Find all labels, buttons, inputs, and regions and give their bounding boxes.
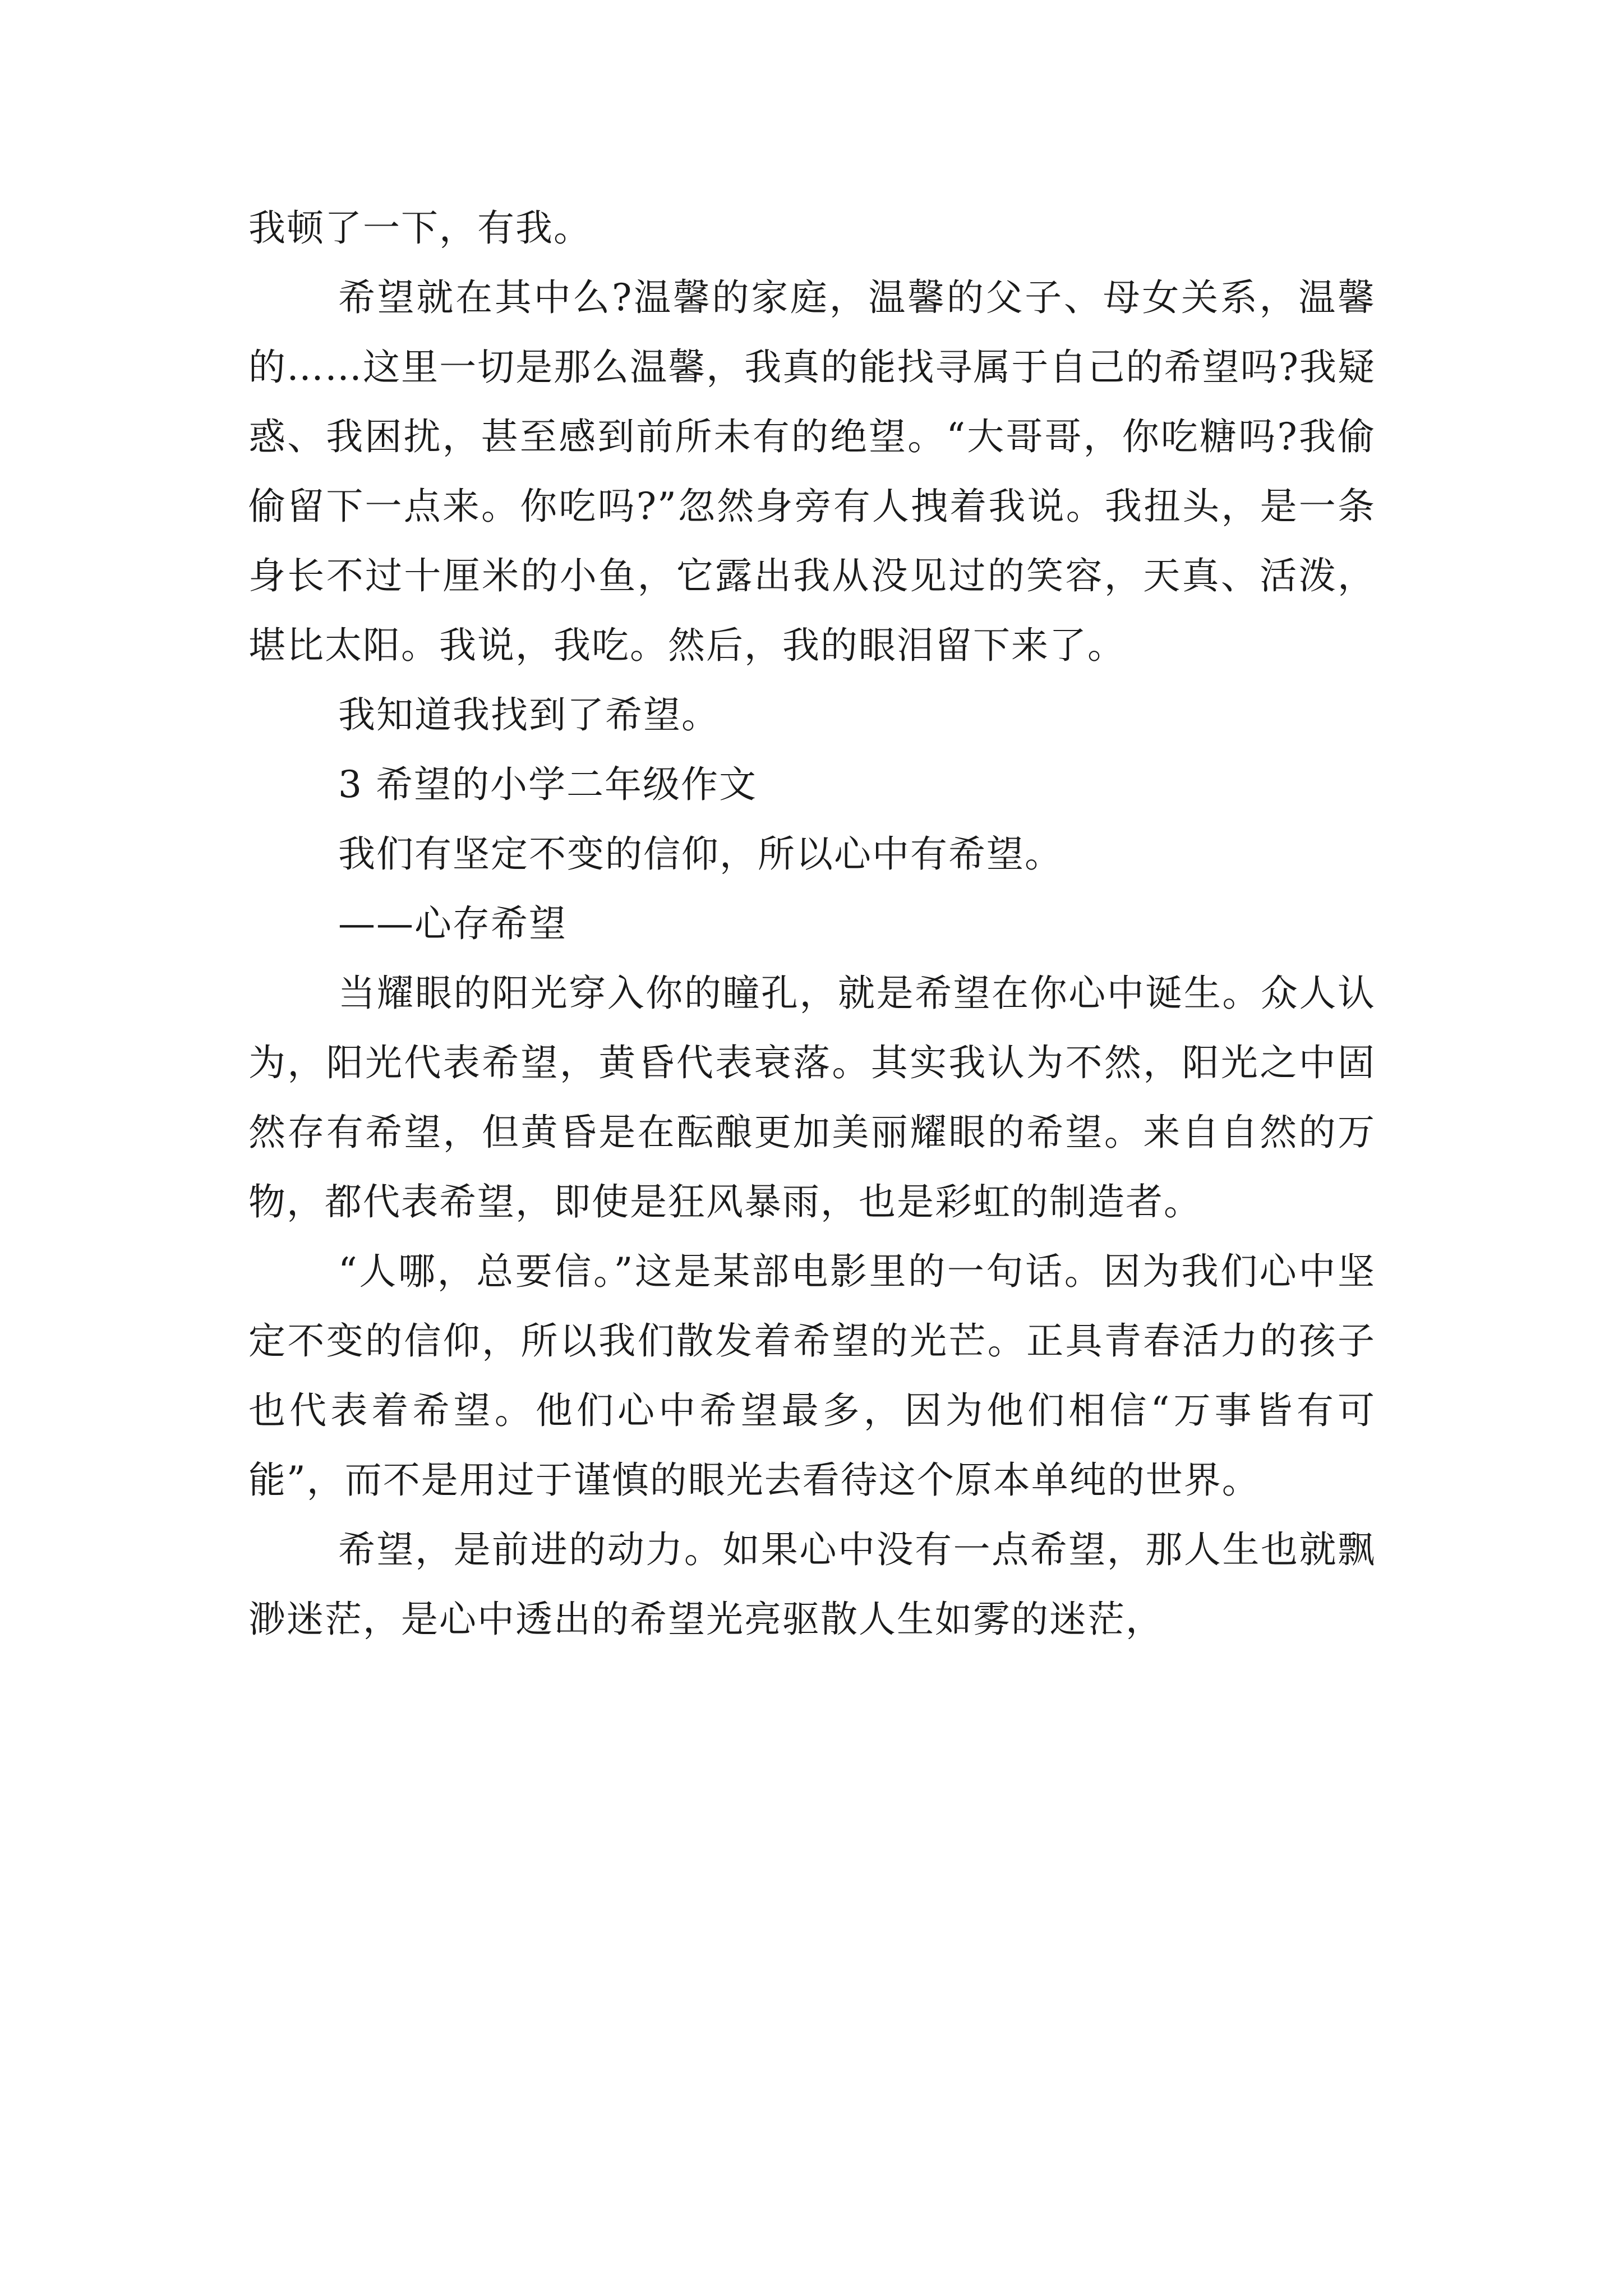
document-body [248,194,1376,1654]
epigraph-attribution: ——心存希望 [338,902,567,945]
paragraph-2: 希望就在其中么?温馨的家庭，温馨的父子、母女关系，温馨的……这里一切是那么温馨，我真的能找寻属于自己的希望吗?我疑惑、我困扰，甚至感到前所未有的绝望。“大哥哥，你吃糖吗?我偷偷留下一点来。你吃吗?”忽然身旁有人拽着我说。我扭头，是一条身长不过十厘米的小鱼，它露出我从没见过的笑容，天真、活泼，堪比太阳。我说，我吃。然后，我的眼泪留下来了。 [248,276,1376,667]
paragraph-8: “人哪，总要信。”这是某部电影里的一句话。因为我们心中坚定不变的信仰，所以我们散发着希望的光芒。正具青春活力的孩子也代表着希望。他们心中希望最多，因为他们相信“万事皆有可能”，而不是用过于谨慎的眼光去看待这个原本单纯的世界。 [248,1250,1376,1502]
paragraph-9: 希望，是前进的动力。如果心中没有一点希望，那人生也就飘渺迷茫，是心中透出的希望光亮驱散人生如雾的迷茫， [248,1528,1376,1641]
section-heading: 3 希望的小学二年级作文 [338,763,757,806]
epigraph: 我们有坚定不变的信仰，所以心中有希望。 [338,832,1063,876]
paragraph-7: 当耀眼的阳光穿入你的瞳孔，就是希望在你心中诞生。众人认为，阳光代表希望，黄昏代表衰落。其实我认为不然，阳光之中固然存有希望，但黄昏是在酝酿更加美丽耀眼的希望。来自自然的万物，都代表希望，即使是狂风暴雨，也是彩虹的制造者。 [248,972,1376,1223]
paragraph-3: 我知道我找到了希望。 [338,693,720,737]
paragraph-1: 我顿了一下，有我。 [248,206,592,250]
